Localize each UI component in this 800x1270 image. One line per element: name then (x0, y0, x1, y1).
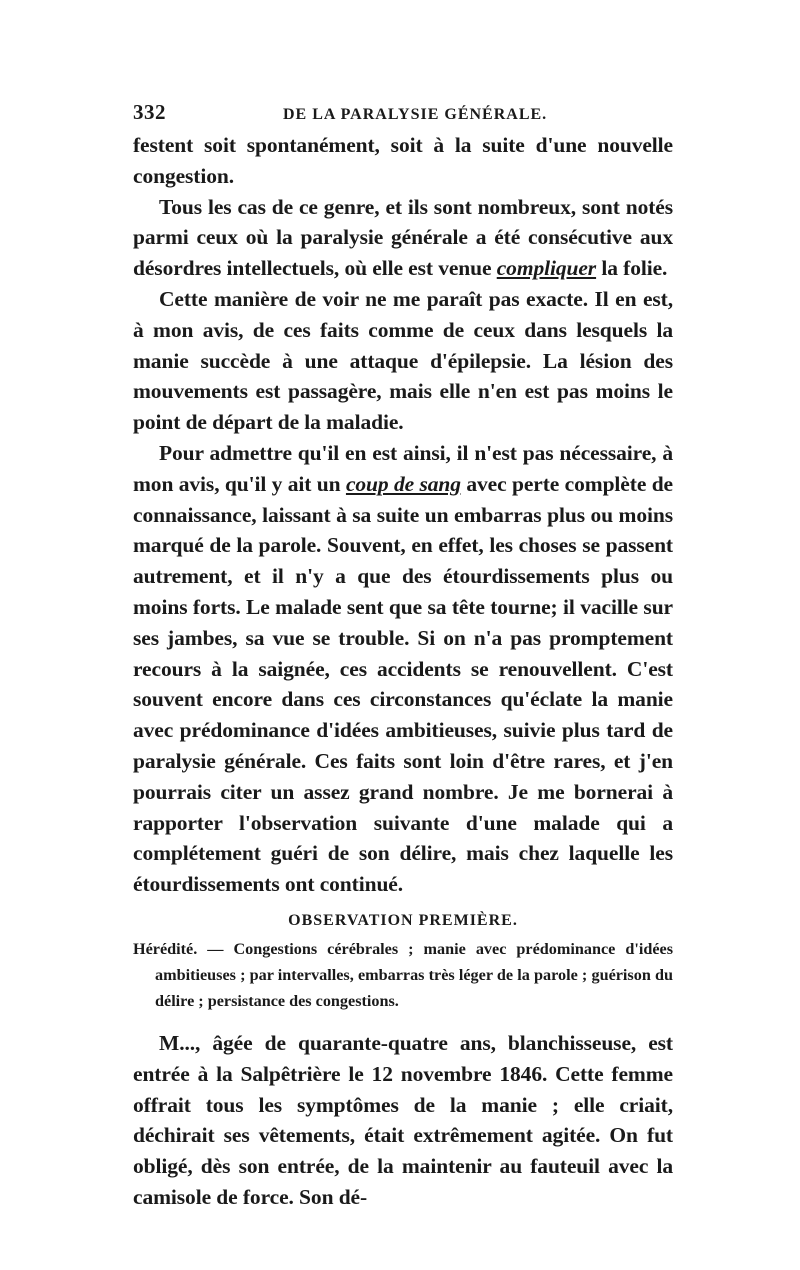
paragraph-4-text-a: Pour admettre qu'il en est ainsi, il n'est pas nécessaire, à mon avis, qu'il y ait un (133, 440, 673, 496)
paragraph-1: festent soit spontanément, soit à la suite d'une nouvelle congestion. (133, 133, 673, 188)
paragraph-2 (133, 192, 673, 284)
running-head (133, 100, 673, 130)
book-page (133, 100, 673, 1213)
paragraph-4-italic: coup de sang (345, 471, 461, 496)
paragraph-2-text-b: la folie. (596, 256, 668, 281)
paragraph-4-text-b: avec perte complète de connaissance, laissant à sa suite un embarras plus ou moins marqué de la parole. Souvent, en effet, les choses se passent autrement, et il n'y a que des étourdissements plus ou moins forts. Le malade sent que sa tête tourne; il vacille sur ses jambes, sa vue se trouble. Si on n'a pas promptement recours à la saignée, ces accidents se renouvellent. C'est souvent encore dans ces circonstances qu'éclate la manie avec prédominance d'idées ambitieuses, suivie plus tard de paralysie générale. Ces faits sont loin d'être rares, et j'en pourrais citer un assez grand nombre. Je me bornerai à rapporter l'observation suivante d'une malade qui a complétement guéri de son délire, mais chez laquelle les étourdissements ont continué. (133, 471, 673, 897)
paragraph-4 (133, 438, 673, 900)
paragraph-2-text-a: Tous les cas de ce genre, et ils sont nombreux, sont notés parmi ceux où la paralysie générale a été consécutive aux désordres intellectuels, où elle est venue (133, 194, 673, 281)
page-number: 332 (133, 100, 166, 124)
paragraph-3: Cette manière de voir ne me paraît pas exacte. Il en est, à mon avis, de ces faits comme de ceux dans lesquels la manie succède à une attaque d'épilepsie. La lésion des mouvements est passagère, mais elle n'en est pas moins le point de départ de la maladie. (133, 286, 673, 435)
observation-summary: Hérédité. — Congestions cérébrales ; manie avec prédominance d'idées ambitieuses ; par intervalles, embarras très léger de la parole ; guérison du délire ; persistance des congestions. (133, 939, 673, 1010)
observation-case-text: M..., âgée de quarante-quatre ans, blanchisseuse, est entrée à la Salpêtrière le 12 novembre 1846. Cette femme offrait tous les symptômes de la manie ; elle criait, déchirait ses vêtements, était extrêmement agitée. On fut obligé, dès son entrée, de la maintenir au fauteuil avec la camisole de force. Son dé- (133, 1030, 673, 1209)
observation-title: OBSERVATION PREMIÈRE. (288, 911, 518, 929)
paragraph-2-italic: compliquer (496, 256, 597, 281)
running-title: DE LA PARALYSIE GÉNÉRALE. (283, 106, 548, 123)
